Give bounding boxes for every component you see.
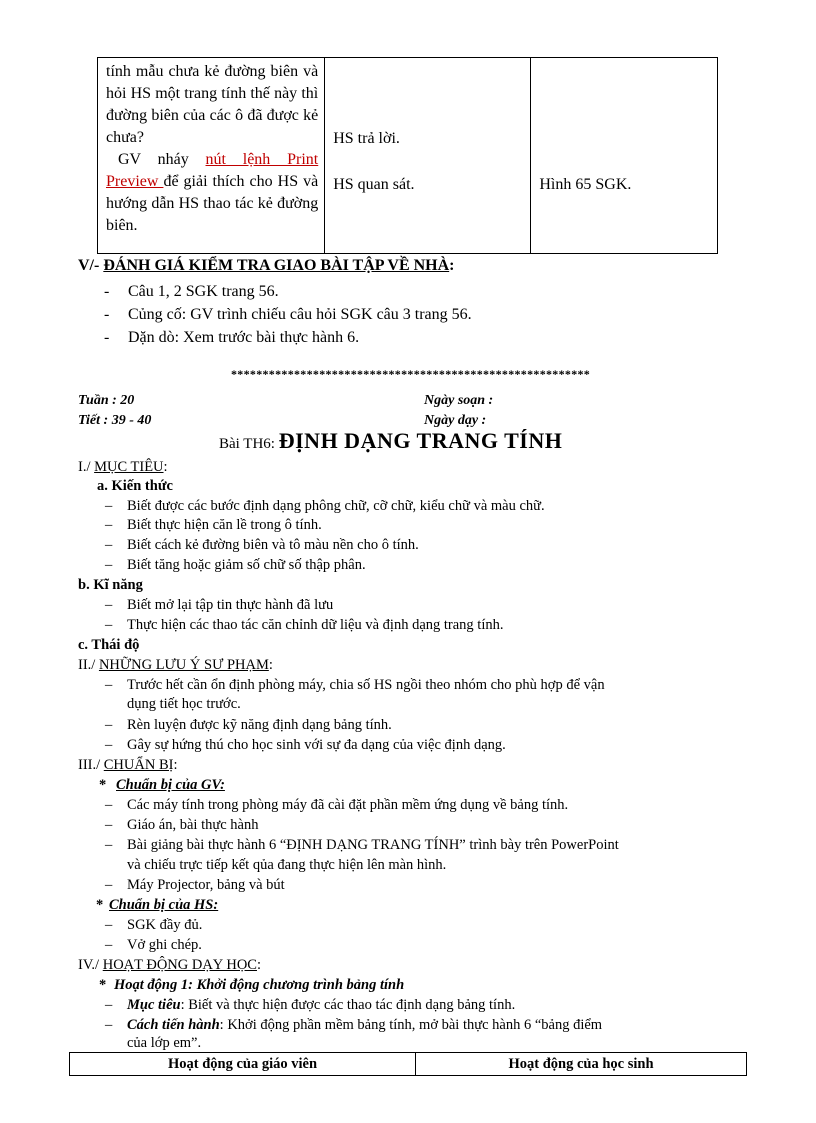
- dash: –: [105, 498, 113, 514]
- section-5-bullet: -: [104, 306, 110, 323]
- pedagogy-item-3: Gây sự hứng thú cho học sinh với sự đa dạng của việc định dạng.: [127, 737, 506, 753]
- gv-nhay-text: GV nháy: [118, 151, 206, 168]
- student-activity-header: Hoạt động của học sinh: [416, 1053, 747, 1076]
- section-2-heading: [78, 656, 273, 675]
- objective-line: [127, 996, 515, 1015]
- section-2-number: II./: [78, 657, 99, 673]
- teacher-prep-item-4: Máy Projector, bảng và bút: [127, 877, 285, 893]
- section-1-number: I./: [78, 459, 95, 475]
- section-2-title: NHỮNG LƯU Ý SƯ PHẠM: [98, 657, 269, 673]
- section-4-number: IV./: [78, 957, 103, 973]
- dash: –: [105, 677, 113, 693]
- dash: –: [105, 997, 113, 1013]
- teacher-activity-text: tính mẫu chưa kẻ đường biên và hỏi HS một trang tính thế này thì đường biên của các ô đã được kẻ chưa?: [106, 63, 319, 146]
- week-label: Tuần : 20: [78, 393, 135, 408]
- section-3-number: III./: [78, 757, 104, 773]
- dash: –: [105, 937, 113, 953]
- lesson-title-text: ĐỊNH DẠNG TRANG TÍNH: [278, 428, 563, 453]
- activity-1-heading: Hoạt động 1: Khởi động chương trình bảng tính: [114, 977, 405, 993]
- teacher-prep-item: Giáo án, bài thực hành: [127, 817, 259, 833]
- dash: –: [105, 917, 113, 933]
- dash: –: [105, 557, 113, 573]
- teacher-activity-cell: [98, 58, 325, 254]
- lesson-prefix: Bài TH6:: [219, 436, 279, 452]
- section-5-heading: [78, 257, 455, 275]
- pedagogy-item-2: Rèn luyện được kỹ năng định dạng bảng tính.: [127, 717, 392, 733]
- dash: –: [105, 737, 113, 753]
- student-observe: HS quan sát.: [333, 176, 415, 193]
- student-prep-item: SGK đầy đủ.: [127, 917, 203, 933]
- dash: –: [105, 797, 113, 813]
- activity-table-header: [69, 1052, 747, 1076]
- print-preview-explain: để giải thích cho HS và hướng dẫn HS thao tác kẻ đường biên.: [106, 173, 319, 234]
- dash: –: [105, 597, 113, 613]
- teacher-prep-item-3-line-1: Bài giảng bài thực hành 6 “ĐỊNH DẠNG TRANG TÍNH” trình bày trên PowerPoint: [127, 837, 619, 853]
- teacher-prep-heading: Chuẩn bị của GV:: [116, 777, 225, 793]
- period-label: Tiết : 39 - 40: [78, 413, 152, 428]
- procedure-line-1: [127, 1016, 602, 1035]
- student-prep-item: Vở ghi chép.: [127, 937, 202, 953]
- section-1-title: MỤC TIÊU: [94, 459, 164, 475]
- subsection-b: b. Kĩ năng: [78, 577, 143, 593]
- star: *: [99, 977, 107, 993]
- separator-stars: *********************************************************: [231, 367, 591, 381]
- objective-label: Mục tiêu: [127, 997, 181, 1013]
- objective-text: : Biết và thực hiện được các thao tác định dạng bảng tính.: [180, 997, 516, 1013]
- section-3-heading: [78, 756, 177, 775]
- dash: –: [105, 617, 113, 633]
- dash: –: [105, 717, 113, 733]
- student-prep-heading: Chuẩn bị của HS:: [109, 897, 219, 913]
- procedure-text: : Khởi động phần mềm bảng tính, mở bài thực hành 6 “bảng điểm: [219, 1017, 603, 1033]
- subsection-c: c. Thái độ: [78, 637, 140, 653]
- section-5-bullet: -: [104, 329, 110, 346]
- section-3-colon: :: [173, 757, 178, 773]
- section-5-number: V/-: [78, 257, 104, 274]
- subsection-a: a. Kiến thức: [97, 478, 173, 494]
- section-5-item-3: Dặn dò: Xem trước bài thực hành 6.: [128, 329, 360, 346]
- skill-item: Biết mở lại tập tin thực hành đã lưu: [127, 597, 334, 613]
- section-4-title: HOẠT ĐỘNG DẠY HỌC: [102, 957, 257, 973]
- student-activity-cell: [325, 58, 531, 254]
- student-answer: HS trả lời.: [333, 130, 400, 147]
- section-1-colon: :: [163, 459, 168, 475]
- teacher-prep-item-3-line-2: và chiếu trực tiếp kết qủa đang thực hiện lên màn hình.: [127, 857, 447, 873]
- section-4-heading: [78, 956, 261, 975]
- section-3-title: CHUẨN BỊ: [103, 757, 174, 773]
- knowledge-item: Biết được các bước định dạng phông chữ, cỡ chữ, kiểu chữ và màu chữ.: [127, 498, 545, 514]
- section-5-colon: :: [449, 257, 455, 274]
- dash: –: [105, 537, 113, 553]
- star: *: [96, 897, 104, 913]
- section-4-colon: :: [256, 957, 262, 973]
- lesson-title: [219, 428, 562, 454]
- figure-reference: Hình 65 SGK.: [539, 176, 632, 193]
- knowledge-item: Biết thực hiện căn lề trong ô tính.: [127, 517, 322, 533]
- activity-table-top: [97, 57, 718, 254]
- section-2-colon: :: [268, 657, 273, 673]
- knowledge-item: Biết tăng hoặc giảm số chữ số thập phân.: [127, 557, 366, 573]
- dash: –: [105, 517, 113, 533]
- notes-cell: [531, 58, 718, 254]
- section-5-bullet: -: [104, 283, 110, 300]
- print-preview-link[interactable]: nút lệnh Print Preview: [106, 151, 319, 190]
- procedure-line-2: của lớp em”.: [127, 1035, 202, 1051]
- knowledge-item: Biết cách kẻ đường biên và tô màu nền cho ô tính.: [127, 537, 419, 553]
- pedagogy-item-1-line-1: Trước hết cần ổn định phòng máy, chia số HS ngồi theo nhóm cho phù hợp để vận: [127, 677, 605, 693]
- dash: –: [105, 1017, 113, 1033]
- prep-date-label: Ngày soạn :: [424, 393, 494, 408]
- teach-date-label: Ngày dạy :: [424, 413, 487, 428]
- procedure-label: Cách tiến hành: [127, 1017, 220, 1033]
- star: *: [99, 777, 107, 793]
- teacher-activity-print-preview: [106, 149, 318, 237]
- teacher-activity-header: Hoạt động của giáo viên: [70, 1053, 416, 1076]
- section-5-item-2: Củng cố: GV trình chiếu câu hỏi SGK câu 3 trang 56.: [128, 306, 472, 323]
- teacher-prep-item: Các máy tính trong phòng máy đã cài đặt phần mềm ứng dụng về bảng tính.: [127, 797, 569, 813]
- dash: –: [105, 817, 113, 833]
- dash: –: [105, 877, 113, 893]
- section-5-item-1: Câu 1, 2 SGK trang 56.: [128, 283, 279, 300]
- skill-item: Thực hiện các thao tác căn chỉnh dữ liệu và định dạng trang tính.: [127, 617, 504, 633]
- section-1-heading: [78, 458, 168, 477]
- dash: –: [105, 837, 113, 853]
- pedagogy-item-1-line-2: dụng tiết học trước.: [127, 696, 241, 712]
- section-5-title: ĐÁNH GIÁ KIỂM TRA GIAO BÀI TẬP VỀ NHÀ: [103, 257, 450, 274]
